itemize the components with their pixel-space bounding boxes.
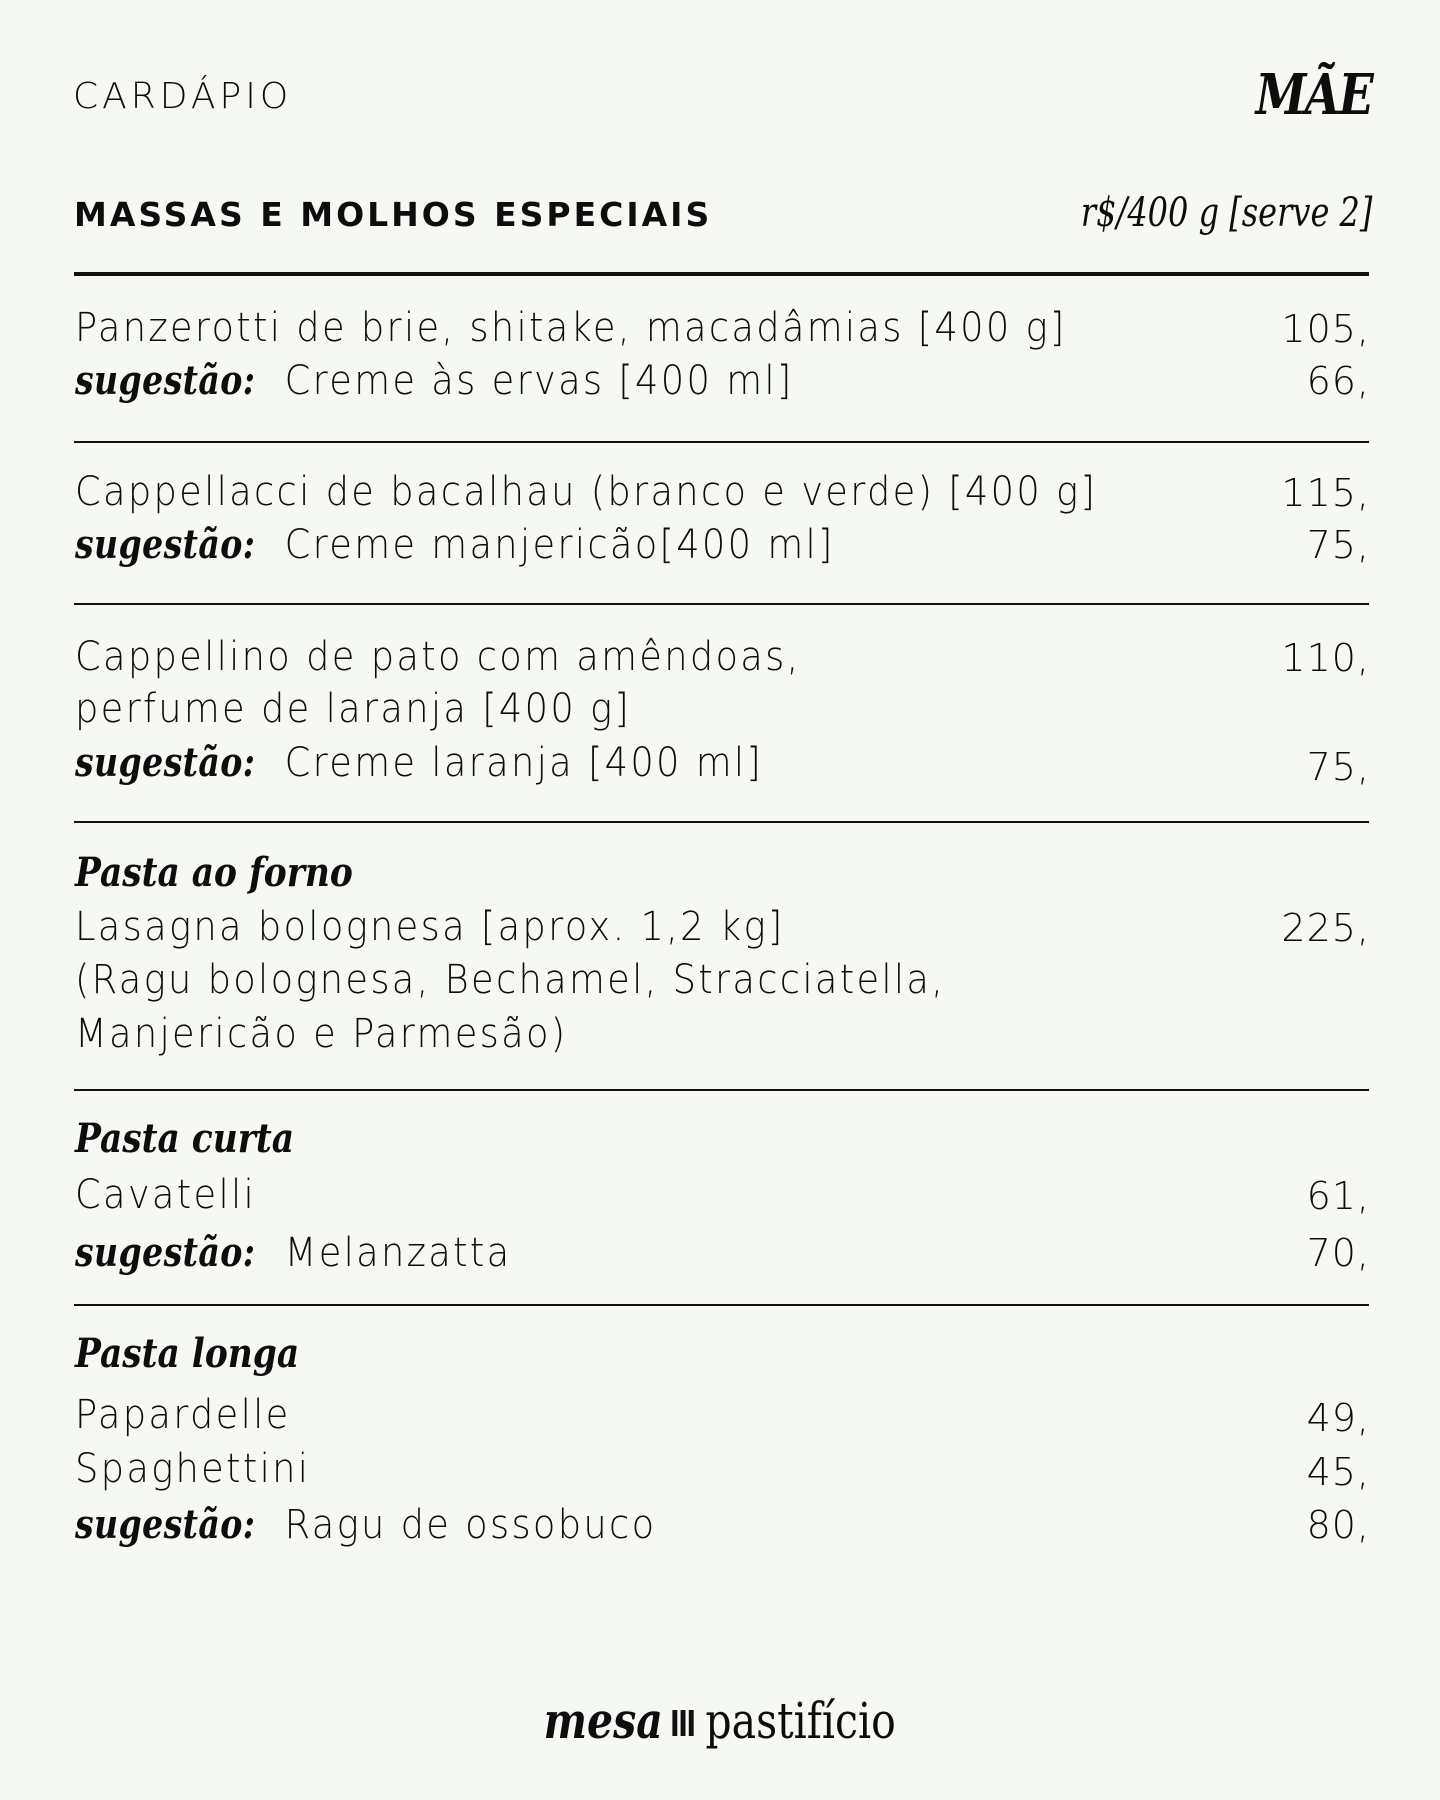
category-title: Pasta longa (75, 1330, 300, 1377)
item-divider (74, 821, 1369, 823)
suggestion-price: 66, (1306, 359, 1370, 403)
suggestion-price: 70, (1306, 1231, 1370, 1275)
price-unit-note: r$/400 g [serve 2] (1080, 190, 1372, 236)
suggestion-name: Ragu de ossobuco (284, 1502, 657, 1548)
item-name: Panzerotti de brie, shitake, macadâmias [400 g] (75, 305, 1067, 351)
item-price: 105, (1281, 307, 1370, 351)
item-name-line1: Cappellino de pato com amêndoas, (75, 634, 801, 680)
item-description: (Ragu bolognesa, Bechamel, Stracciatella, (75, 957, 946, 1003)
category-title: Pasta ao forno (75, 849, 353, 896)
item-price: 45, (1306, 1450, 1370, 1494)
suggestion-line (75, 1501, 656, 1548)
suggestion-name: Creme manjericão[400 ml] (284, 522, 835, 568)
item-divider (74, 1304, 1369, 1306)
item-price: 110, (1281, 636, 1370, 680)
item-name: Spaghettini (75, 1446, 311, 1492)
suggestion-label: sugestão: (75, 739, 256, 786)
suggestion-line (75, 521, 835, 568)
item-price: 61, (1306, 1174, 1370, 1218)
item-price: 49, (1306, 1396, 1370, 1440)
section-divider (74, 272, 1369, 276)
item-divider (74, 603, 1369, 605)
item-name: Cappellacci de bacalhau (branco e verde) [400 g] (75, 469, 1098, 515)
item-name-line2: perfume de laranja [400 g] (75, 686, 632, 732)
item-name: Cavatelli (75, 1172, 257, 1218)
item-name: Lasagna bolognesa [aprox. 1,2 kg] (75, 904, 785, 950)
suggestion-price: 75, (1306, 523, 1370, 567)
suggestion-name: Creme às ervas [400 ml] (284, 358, 794, 404)
item-name: Papardelle (75, 1392, 291, 1438)
logo-pastificio: pastifício (705, 1692, 897, 1750)
suggestion-price: 75, (1306, 745, 1370, 789)
section-title: MASSAS E MOLHOS ESPECIAIS (74, 195, 713, 234)
suggestion-label: sugestão: (75, 1229, 256, 1276)
suggestion-price: 80, (1306, 1503, 1370, 1547)
item-price: 115, (1281, 471, 1370, 515)
category-title: Pasta curta (75, 1115, 295, 1162)
suggestion-name: Creme laranja [400 ml] (284, 740, 764, 786)
suggestion-line (75, 1229, 511, 1276)
suggestion-line (75, 357, 794, 404)
suggestion-name: Melanzatta (284, 1230, 512, 1276)
suggestion-line (75, 739, 763, 786)
footer-logo (0, 1690, 1440, 1750)
suggestion-label: sugestão: (75, 1501, 256, 1548)
item-divider (74, 1089, 1369, 1091)
suggestion-label: sugestão: (75, 521, 256, 568)
logo-bars-icon (673, 1690, 698, 1748)
suggestion-label: sugestão: (75, 357, 256, 404)
item-divider (74, 441, 1369, 443)
logo-mesa: mesa (543, 1691, 664, 1750)
brand-title: MÃE (1255, 62, 1372, 128)
item-price: 225, (1281, 906, 1370, 950)
item-description: Manjericão e Parmesão) (75, 1011, 568, 1057)
menu-label: CARDÁPIO (73, 76, 293, 117)
